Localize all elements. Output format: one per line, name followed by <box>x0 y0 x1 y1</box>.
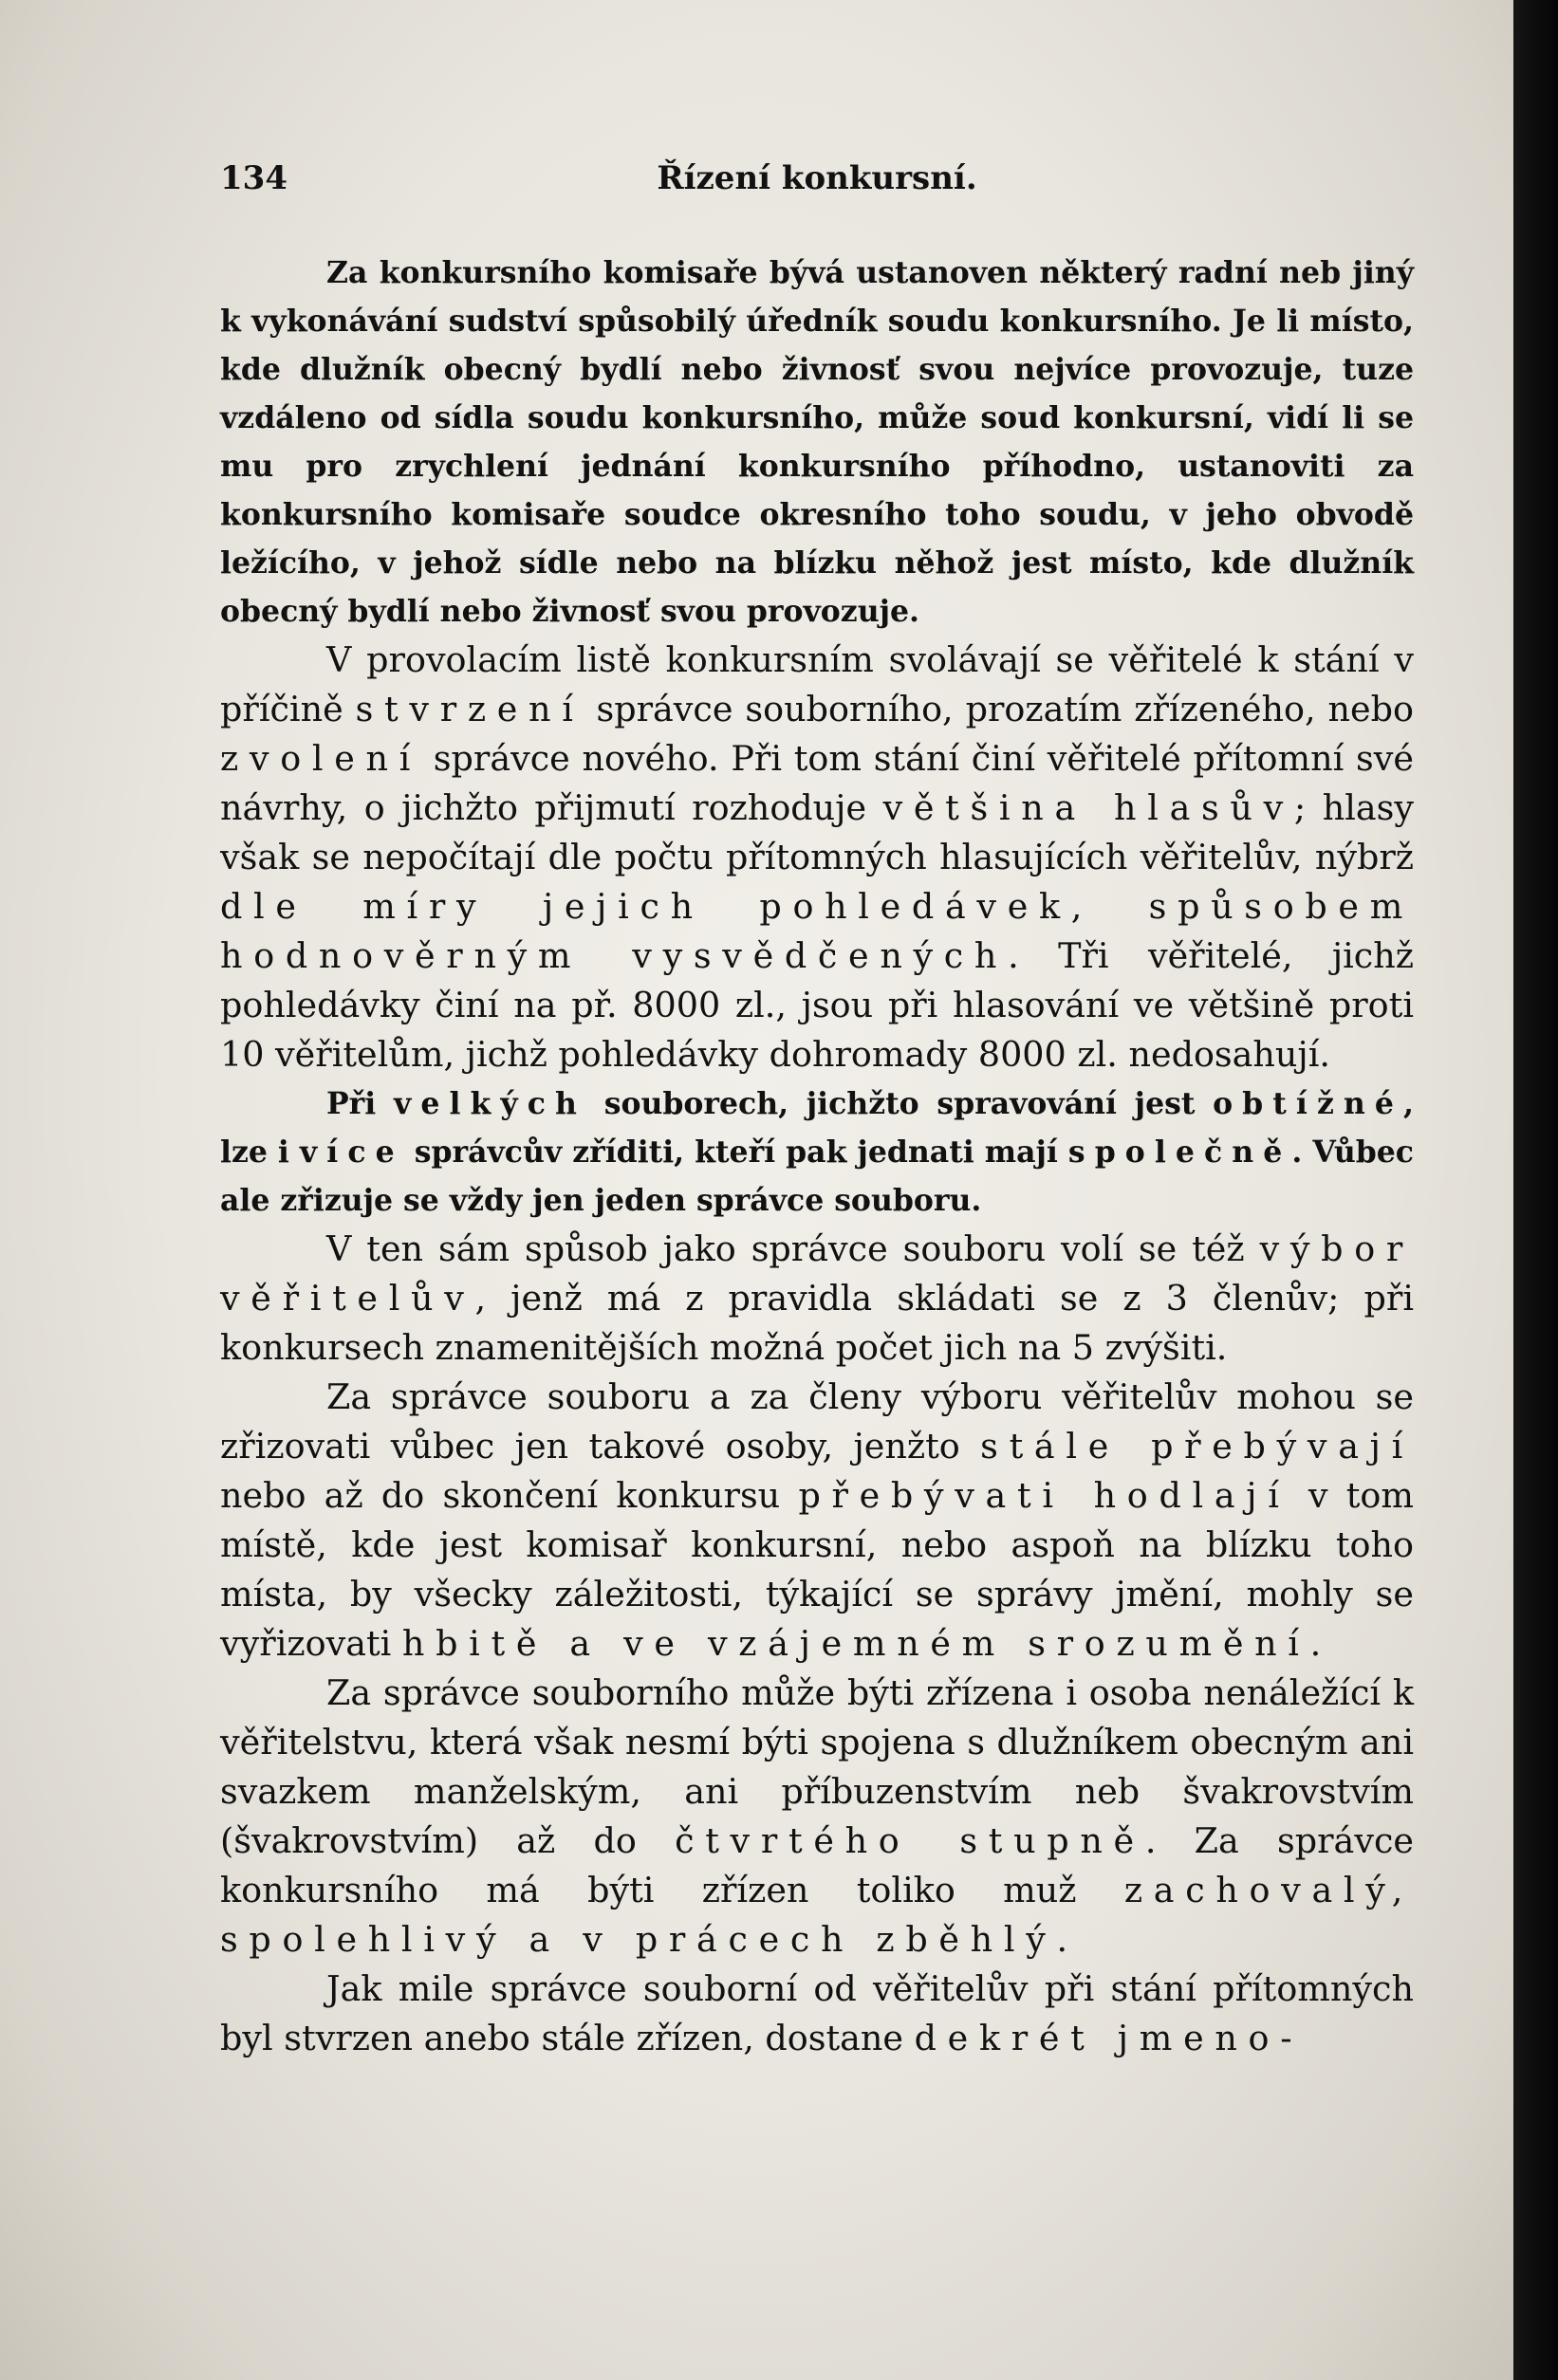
text-run: Jak mile správce souborní od věřitelův při stání přítomných byl stvrzen anebo stále zřízen, dostane <box>220 1968 1414 2058</box>
text-run: správcův zříditi, kteří pak jednati mají <box>403 1135 1068 1170</box>
spaced-emphasis: zachovalý, spolehlivý a v prácech zběhlý <box>220 1870 1414 1960</box>
text-run: V ten sám spůsob jako správce souboru volí se též <box>326 1228 1260 1269</box>
spaced-emphasis: zvolení <box>220 738 422 779</box>
spaced-emphasis: přebývati hodlají <box>798 1475 1290 1516</box>
text-run: Za správce souboru a za členy výboru věřitelův mohou se zřizovati vůbec jen takové osoby, jenžto <box>220 1376 1414 1467</box>
text-run: Za konkursního komisaře bývá ustanoven některý radní neb jiný k vykonávání sudství spůsobilý úředník soudu konkursního. Je li místo, kde dlužník obecný bydlí nebo živnosť svou nejvíce provozuje, tuze vzdáleno od sídla soudu konkursního, může soud konkursní, vidí li se mu pro zrychlení jednání konkursního příhodno, ustanoviti za konkursního komisaře soudce okresního toho soudu, v jeho obvodě ležícího, v jehož sídle nebo na blízku něhož jest místo, kde dlužník obecný bydlí nebo živnosť svou provozuje. <box>220 255 1414 629</box>
text-run: správce souborního, prozatím zřízeného, nebo <box>584 689 1414 729</box>
text-run: Za správce souborního může býti zřízena i osoba nenáležící k věřitelstvu, která však nesmí býti spojena s dlužníkem obecným ani svazkem manželským, ani příbuzenstvím neb švakrovstvím (švakrovstvím) až do <box>220 1672 1414 1861</box>
text-run: , jenž má z pravidla skládati se z 3 členův; při konkursech znamenitějších možná počet jich na 5 zvýšiti. <box>220 1278 1414 1368</box>
text-run: správce nového. Při tom stání činí věřitelé přítomní své návrhy, o jichžto přijmutí rozhoduje <box>220 738 1414 828</box>
text-run: . <box>1309 1623 1322 1664</box>
running-title: Řízení konkursní. <box>657 159 977 197</box>
text-run: v tom místě, kde jest komisař konkursní, nebo aspoň na blízku toho místa, by všecky záležitosti, týkající se správy jmění, mohly se vyřizovati <box>220 1475 1414 1664</box>
spaced-emphasis: obtížné <box>1213 1086 1404 1121</box>
text-run: . Tři věřitelé, jichž pohledávky činí na př. 8000 zl., jsou při hlasování ve většině proti 10 věřitelům, jichž pohledávky dohromady 8000 zl. nedosahují. <box>220 935 1414 1075</box>
body-text <box>220 249 1414 2063</box>
text-run: Při <box>326 1086 394 1121</box>
spaced-emphasis: většina hlasův <box>882 787 1294 828</box>
spaced-emphasis: stvrzení <box>355 689 584 729</box>
paragraph <box>220 1373 1414 1669</box>
spaced-emphasis: hbitě a ve vzájemném srozumění <box>401 1623 1310 1664</box>
spaced-emphasis: více <box>299 1135 404 1170</box>
text-run: V provolacím listě konkursním svolávají se věřitelé k stání v příčině <box>220 639 1414 729</box>
spaced-emphasis: dekrét jmeno- <box>914 2018 1304 2058</box>
paragraph <box>220 1225 1414 1373</box>
spaced-emphasis: výbor věřitelův <box>220 1228 1414 1319</box>
spaced-emphasis: velkých <box>393 1086 587 1121</box>
page-number: 134 <box>220 159 287 197</box>
text-run: . Vůbec ale zřizuje se vždy jen jeden správce souboru. <box>220 1135 1414 1218</box>
text-run: . Za správce konkursního má býti zřízen toliko muž <box>220 1820 1414 1910</box>
scan-edge <box>1513 0 1558 2380</box>
text-run: , lze i <box>220 1086 1414 1170</box>
spaced-emphasis: čtvrtého stupně <box>675 1820 1145 1861</box>
paragraph <box>220 1965 1414 2063</box>
text-run: . <box>1056 1919 1068 1960</box>
spaced-emphasis: stále přebývají <box>980 1426 1414 1467</box>
paragraph <box>220 1669 1414 1965</box>
paragraph <box>220 636 1414 1079</box>
page-header <box>220 159 1414 216</box>
spaced-emphasis: dle míry jejich pohledávek, spůsobem hodnověrným vysvědčených <box>220 886 1414 976</box>
spaced-emphasis: společně <box>1067 1135 1292 1170</box>
text-run: souborech, jichžto spravování jest <box>586 1086 1214 1121</box>
paragraph <box>220 1079 1414 1225</box>
text-run: nebo až do skončení konkursu <box>220 1475 799 1516</box>
paragraph <box>220 249 1414 636</box>
text-run: ; hlasy však se nepočítají dle počtu přítomných hlasujících věřitelův, nýbrž <box>220 787 1414 877</box>
